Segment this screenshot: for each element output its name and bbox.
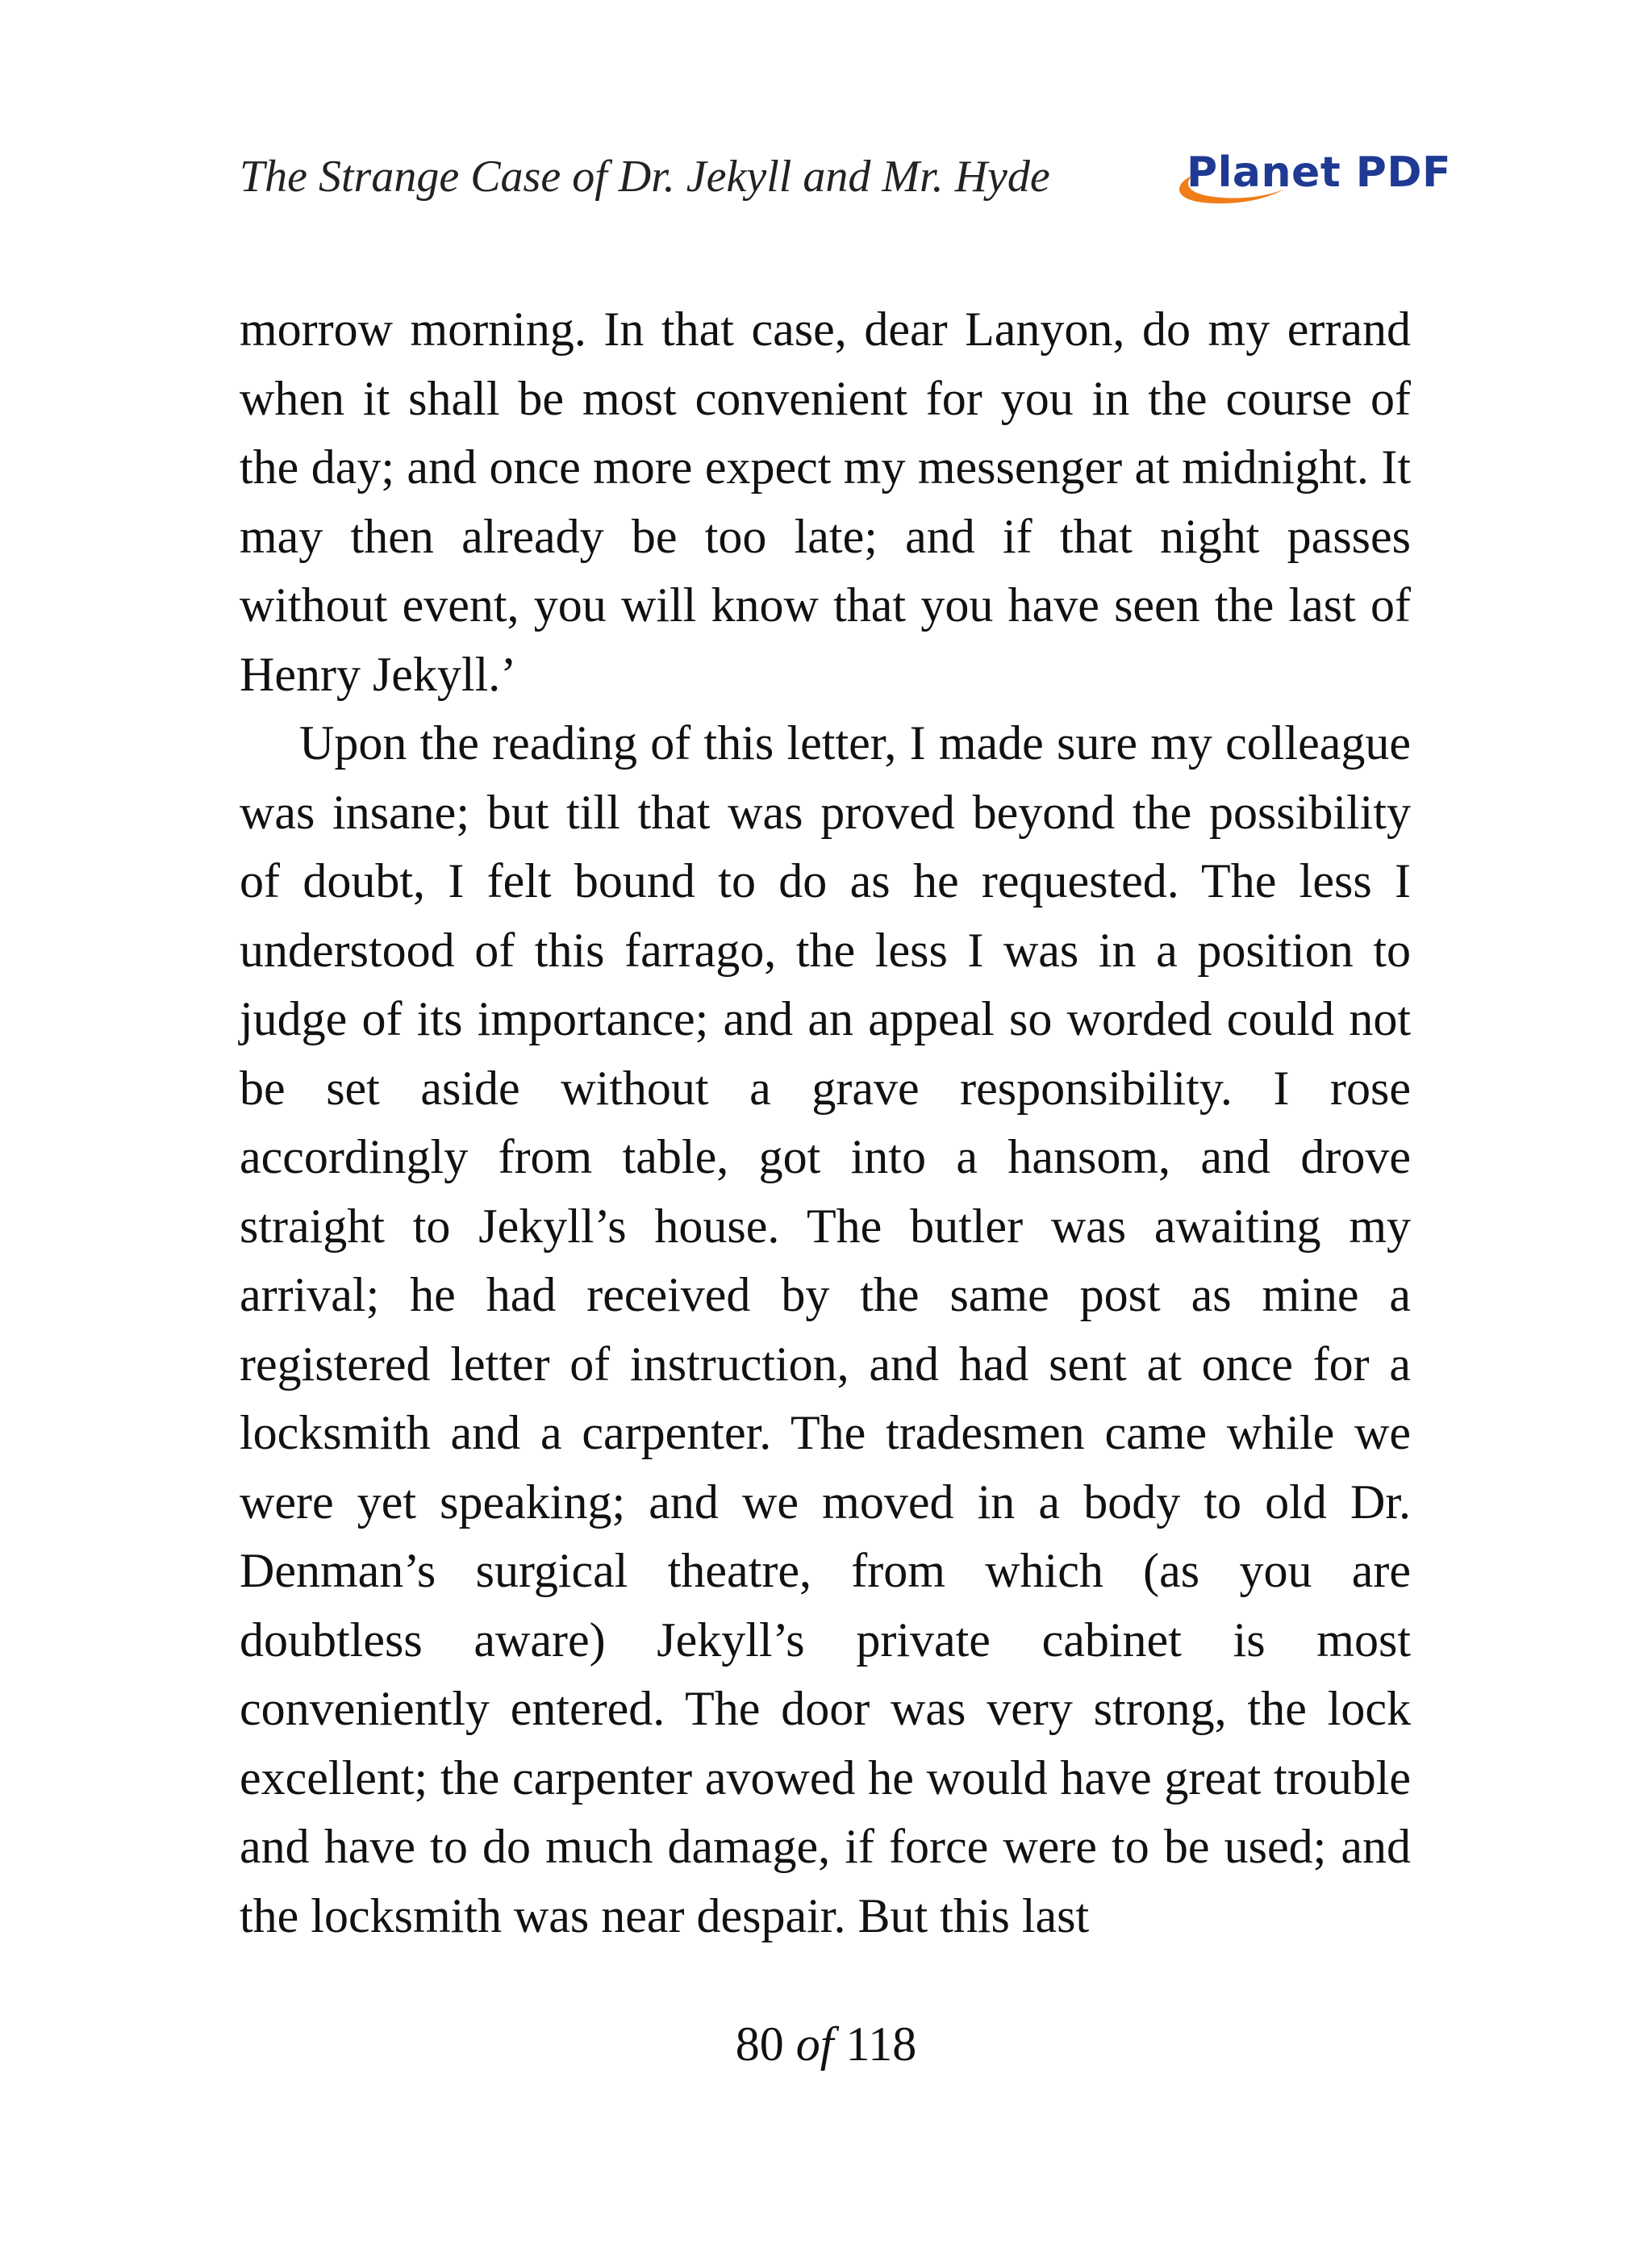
page-header — [240, 144, 1452, 216]
body-text — [240, 295, 1411, 1951]
page-current: 80 — [735, 2017, 784, 2071]
paragraph: Upon the reading of this letter, I made sure my colleague was insane; but till that was proved beyond the possibility of doubt, I felt bound to do as he requested. The less I understood of this farrago, the less I was in a position to judge of its importance; and an appeal so worded could not be set aside without a grave responsibility. I rose accordingly from table, got into a hansom, and drove straight to Jekyll’s house. The butler was awaiting my arrival; he had received by the same post as mine a registered letter of instruction, and had sent at once for a locksmith and a carpenter. The tradesmen came while we were yet speaking; and we moved in a body to old Dr. Denman’s surgical theatre, from which (as you are doubtless aware) Jekyll’s private cabinet is most conveniently entered. The door was very strong, the lock excellent; the carpenter avowed he would have great trouble and have to do much damage, if force were to be used; and the locksmith was near despair. But this last — [240, 716, 1411, 1942]
running-title: The Strange Case of Dr. Jekyll and Mr. Hyde — [240, 152, 1050, 202]
page-total: 118 — [845, 2017, 917, 2071]
page-of: of — [795, 2017, 834, 2071]
logo-text: Planet PDF — [1187, 148, 1452, 197]
page-number — [0, 2013, 1652, 2075]
paragraph: morrow morning. In that case, dear Lanyon, do my errand when it shall be most convenient for you in the course of the day; and once more expect my messenger at midnight. It may then already be too late; and if that night passes without event, you will know that you have seen the last of Henry Jekyll.’ — [240, 302, 1411, 701]
planet-pdf-logo[interactable] — [1164, 144, 1452, 213]
